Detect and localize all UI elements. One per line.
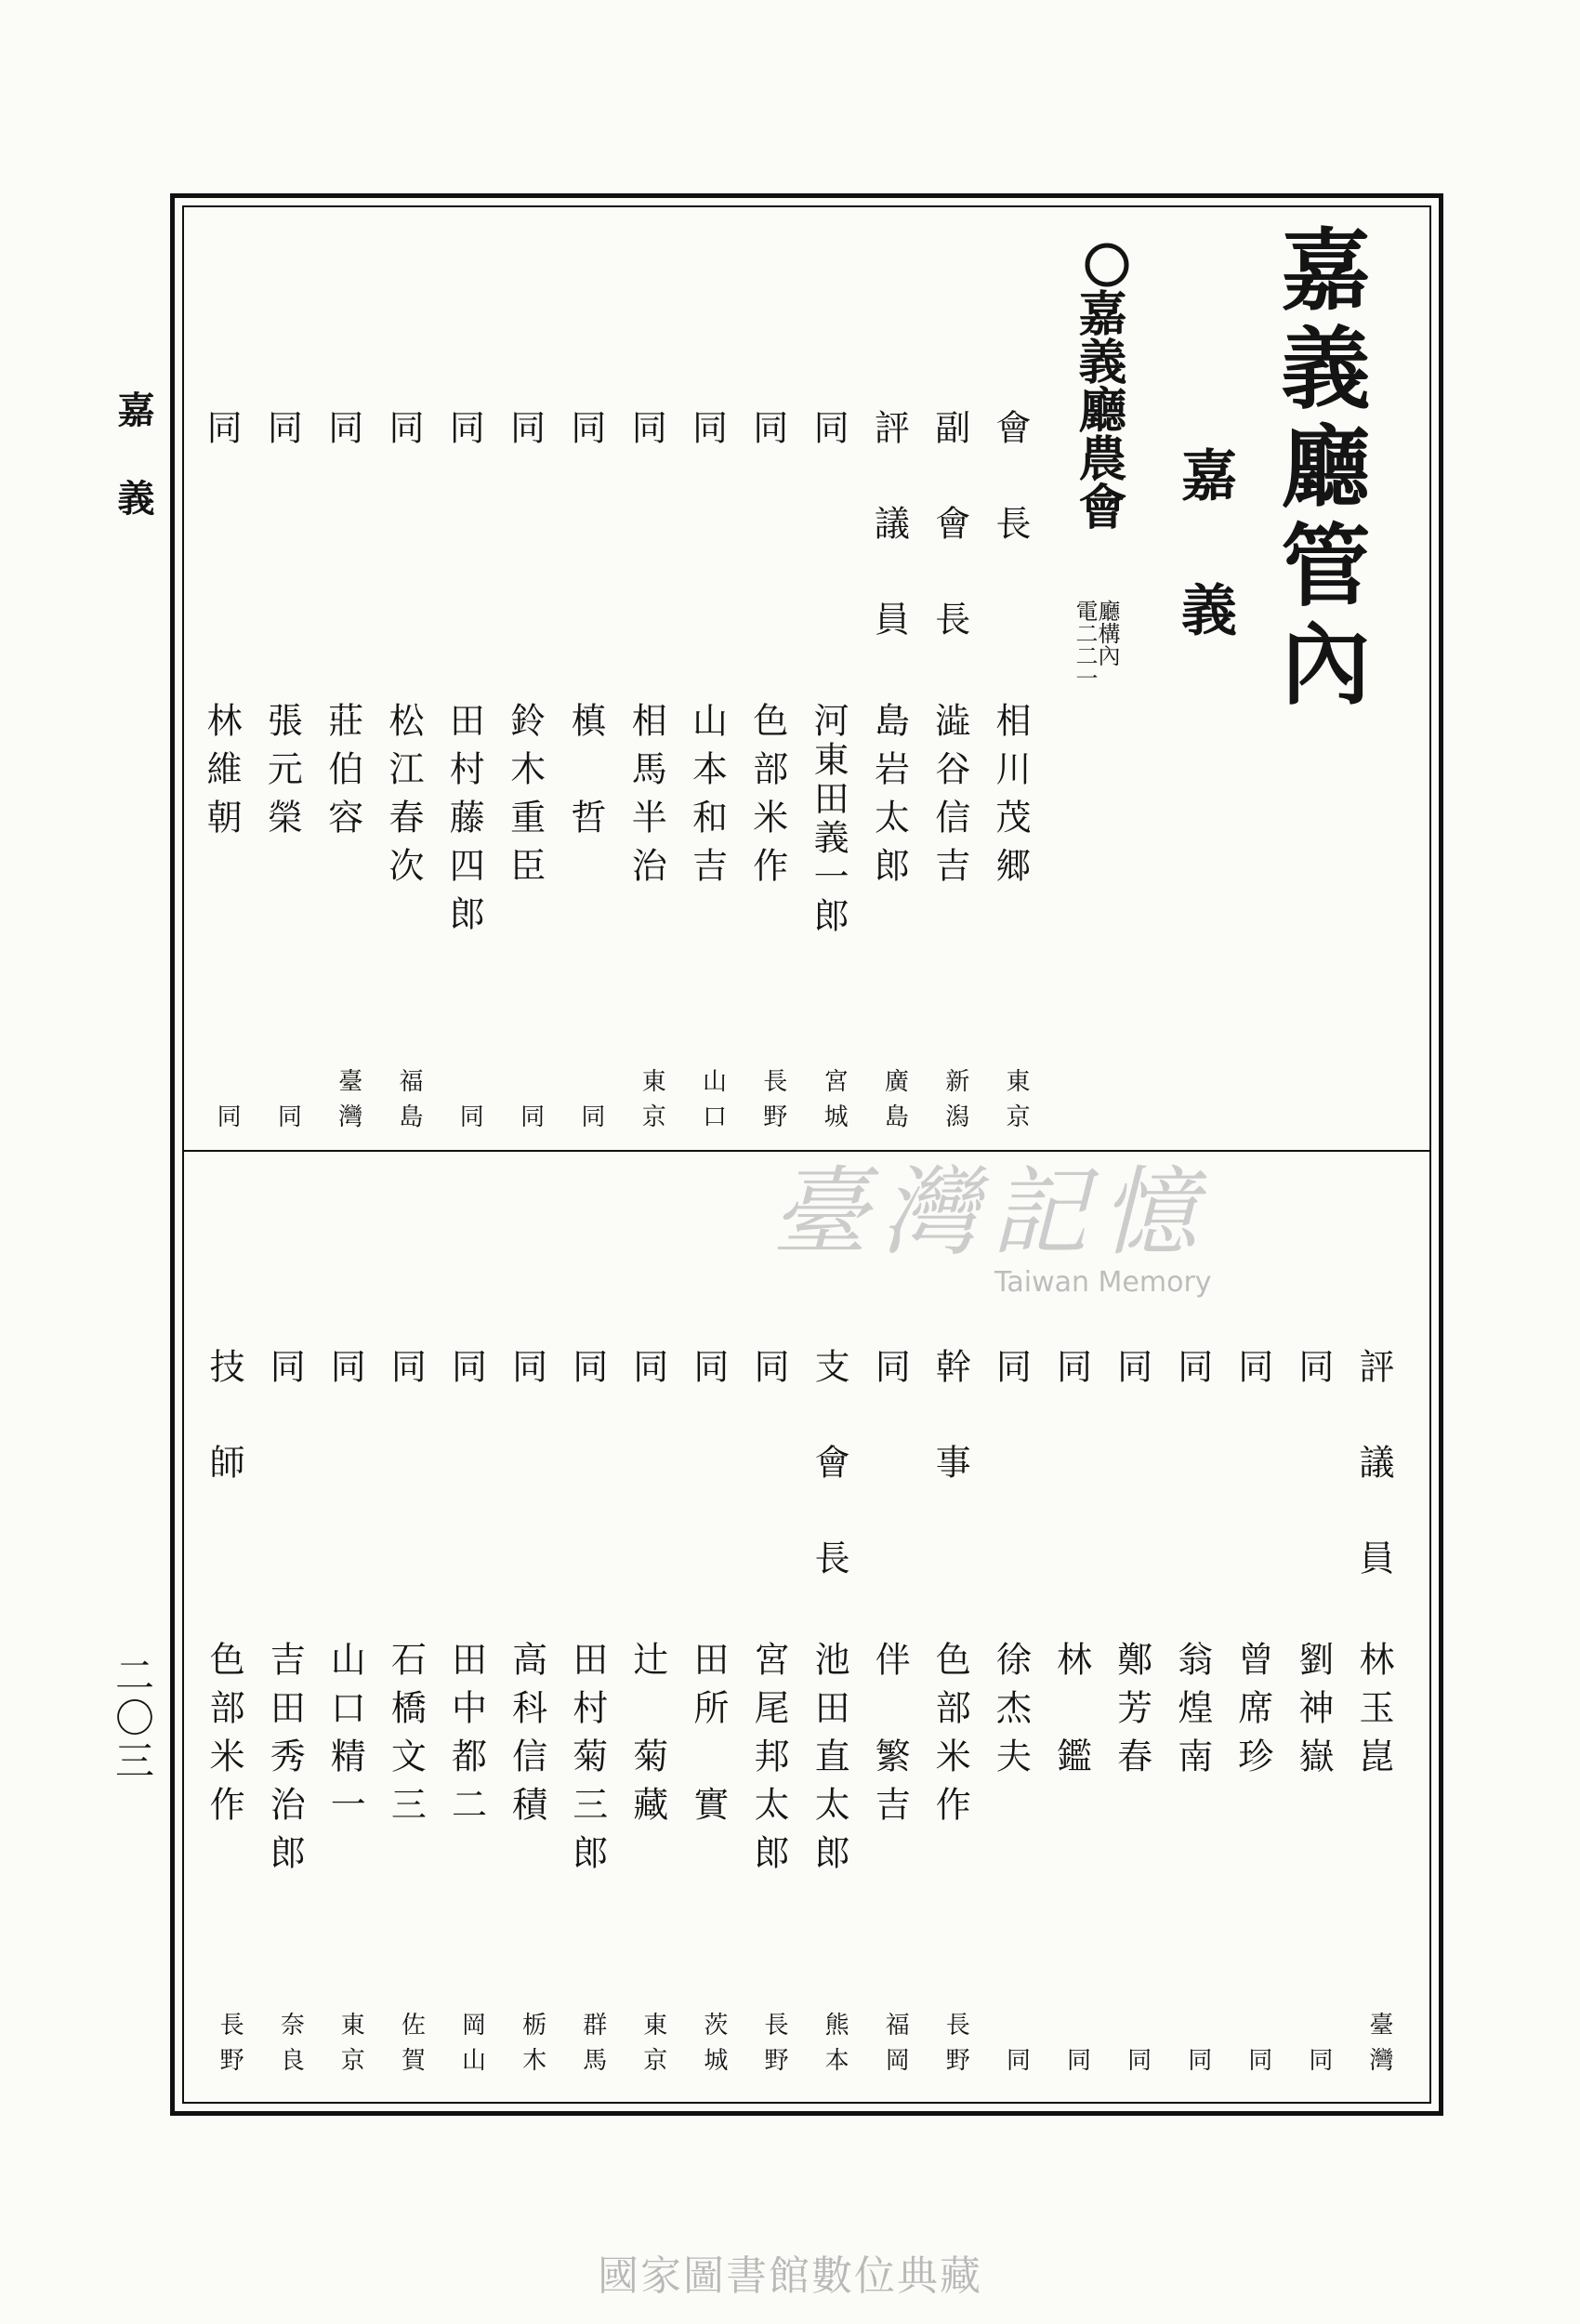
roster-name: 田所 實 — [687, 1641, 729, 1834]
roster-entry — [504, 409, 546, 1139]
roster-entry — [989, 409, 1032, 1139]
roster-title: 同 — [324, 1348, 366, 1444]
roster-title: 同 — [261, 409, 303, 505]
roster-origin: 長野 — [758, 1068, 787, 1139]
roster-entry — [1050, 1348, 1093, 2082]
roster-title: 同 — [1231, 1348, 1273, 1444]
roster-origin: 同 — [1304, 2047, 1333, 2082]
roster-name: 河東田義一郎 — [808, 702, 849, 936]
roster-entry — [1352, 1348, 1395, 2082]
roster-origin: 岡山 — [457, 2012, 486, 2082]
roster-origin: 熊本 — [821, 2012, 849, 2082]
roster-name: 辻 菊藏 — [626, 1641, 668, 1834]
roster-name: 田村藤四郎 — [443, 702, 485, 944]
roster-title: 同 — [383, 409, 424, 505]
roster-origin: 佐賀 — [397, 2012, 426, 2082]
roster-origin: 栃木 — [518, 2012, 546, 2082]
roster-origin: 福岡 — [881, 2012, 910, 2082]
page-title: 嘉義廳管內 — [1267, 223, 1372, 716]
roster-name: 伴 繁吉 — [869, 1641, 911, 1834]
roster-origin: 新潟 — [941, 1068, 969, 1139]
roster-entry — [868, 1348, 911, 2082]
roster-origin: 同 — [1244, 2047, 1272, 2082]
roster-origin: 奈良 — [276, 2012, 305, 2082]
roster-name: 色部米作 — [929, 1641, 971, 1834]
roster-title: 評議員 — [1353, 1348, 1394, 1635]
roster-title: 同 — [322, 409, 363, 505]
roster-name: 吉田秀治郎 — [264, 1641, 306, 1882]
roster-name: 林玉崑 — [1353, 1641, 1394, 1786]
roster-origin: 同 — [1123, 2047, 1152, 2082]
roster-entry — [203, 1348, 245, 2082]
roster-entry — [263, 1348, 306, 2082]
roster-name: 山本和吉 — [686, 702, 728, 895]
roster-title: 同 — [1111, 1348, 1152, 1444]
roster-origin: 臺灣 — [1365, 2012, 1393, 2082]
roster-entry — [445, 1348, 488, 2082]
roster-entry — [384, 1348, 427, 2082]
roster-origin: 茨城 — [699, 2012, 728, 2082]
roster-title: 同 — [746, 409, 788, 505]
roster-entry — [506, 1348, 548, 2082]
roster-title: 同 — [566, 1348, 608, 1444]
roster-origin: 長野 — [941, 2012, 970, 2082]
roster-entry — [808, 1348, 850, 2082]
roster-entry — [687, 1348, 730, 2082]
roster-entry — [322, 409, 364, 1139]
roster-entry — [989, 1348, 1032, 2082]
roster-name: 松江春次 — [383, 702, 424, 895]
roster-title: 同 — [626, 1348, 668, 1444]
roster-origin: 福島 — [395, 1068, 423, 1139]
roster-name: 鄭芳春 — [1111, 1641, 1152, 1786]
roster-name: 相川茂郷 — [990, 702, 1031, 895]
roster-title: 評議員 — [868, 409, 910, 696]
roster-name: 林維朝 — [201, 702, 243, 847]
roster-entry — [382, 409, 425, 1139]
roster-title: 同 — [869, 1348, 911, 1444]
roster-title: 同 — [506, 1348, 547, 1444]
roster-name: 池田直太郎 — [809, 1641, 850, 1882]
roster-entry — [1231, 1348, 1274, 2082]
roster-title: 同 — [385, 1348, 427, 1444]
page-number: 二〇三 — [110, 1655, 155, 1783]
roster-title: 同 — [990, 1348, 1032, 1444]
roster-name: 徐杰夫 — [990, 1641, 1032, 1786]
roster-origin: 同 — [1062, 2047, 1091, 2082]
roster-entry — [442, 409, 485, 1139]
roster-title: 同 — [686, 409, 728, 505]
roster-name: 田中都二 — [445, 1641, 487, 1834]
watermark-logo — [771, 1155, 1273, 1266]
roster-entry — [1292, 1348, 1335, 2082]
roster-title: 會長 — [990, 409, 1031, 601]
roster-name: 色部米作 — [746, 702, 788, 895]
roster-title: 同 — [625, 409, 667, 505]
roster-entry — [566, 1348, 609, 2082]
roster-origin: 宮城 — [820, 1068, 849, 1139]
roster-origin: 同 — [516, 1103, 545, 1139]
roster-title: 同 — [264, 1348, 306, 1444]
roster-title: 同 — [1171, 1348, 1213, 1444]
roster-origin: 山口 — [698, 1068, 727, 1139]
organization-location: 廳構內 — [1094, 600, 1120, 667]
roster-origin: 同 — [273, 1103, 302, 1139]
roster-title: 同 — [504, 409, 546, 505]
organization-phone: 電二二一 — [1072, 600, 1098, 689]
roster-name: 曾席珍 — [1231, 1641, 1273, 1786]
watermark-subtitle: Taiwan Memory — [994, 1266, 1212, 1299]
roster-entry — [1171, 1348, 1214, 2082]
organization-contact — [1073, 600, 1118, 689]
roster-origin: 同 — [1183, 2047, 1212, 2082]
roster-title: 同 — [1292, 1348, 1334, 1444]
roster-title: 同 — [1050, 1348, 1092, 1444]
roster-entry — [323, 1348, 366, 2082]
roster-title: 同 — [445, 1348, 487, 1444]
roster-entry — [746, 409, 789, 1139]
roster-title: 技師 — [204, 1348, 245, 1539]
roster-origin: 長野 — [760, 2012, 788, 2082]
roster-name: 山口精一 — [324, 1641, 366, 1834]
roster-title: 同 — [808, 409, 849, 505]
roster-origin: 東京 — [1002, 1068, 1030, 1139]
roster-title: 支會長 — [809, 1348, 850, 1635]
organization-name: 嘉義廳農會 — [1070, 288, 1126, 530]
section-divider — [184, 1150, 1429, 1152]
roster-name: 宮尾邦太郎 — [748, 1641, 789, 1882]
roster-entry — [867, 409, 910, 1139]
roster-origin: 東京 — [638, 1068, 666, 1139]
margin-running-title: 嘉義 — [112, 390, 155, 567]
roster-entry — [626, 1348, 669, 2082]
roster-title: 同 — [443, 409, 485, 505]
roster-name: 相馬半治 — [625, 702, 667, 895]
roster-name: 鈴木重臣 — [504, 702, 546, 895]
roster-name: 田村菊三郎 — [566, 1641, 608, 1882]
roster-name: 莊伯容 — [322, 702, 363, 847]
roster-title: 副會長 — [928, 409, 970, 696]
roster-entry — [1111, 1348, 1153, 2082]
roster-origin: 臺灣 — [334, 1068, 362, 1139]
roster-name: 林 鑑 — [1050, 1641, 1092, 1786]
roster-origin: 東京 — [639, 2012, 667, 2082]
roster-name: 石橋文三 — [385, 1641, 427, 1834]
roster-entry — [928, 1348, 971, 2082]
roster-origin: 廣島 — [880, 1068, 909, 1139]
roster-title: 幹事 — [929, 1348, 971, 1539]
roster-title: 同 — [687, 1348, 729, 1444]
roster-entry — [686, 409, 729, 1139]
roster-entry — [200, 409, 243, 1139]
roster-entry — [928, 409, 971, 1139]
roster-title: 同 — [564, 409, 606, 505]
roster-origin: 長野 — [216, 2012, 244, 2082]
svg-text:臺灣記憶: 臺灣記憶 — [771, 1155, 1211, 1266]
roster-name: 張元榮 — [261, 702, 303, 847]
roster-origin: 同 — [455, 1103, 484, 1139]
section-subtitle: 嘉義 — [1172, 446, 1237, 716]
roster-origin: 群馬 — [578, 2012, 607, 2082]
roster-origin: 同 — [213, 1103, 242, 1139]
roster-entry — [747, 1348, 790, 2082]
roster-title: 同 — [201, 409, 243, 505]
roster-name: 槙 哲 — [564, 702, 606, 847]
roster-origin: 同 — [576, 1103, 605, 1139]
roster-name: 色部米作 — [204, 1641, 245, 1834]
roster-name: 高科信積 — [506, 1641, 547, 1834]
roster-entry — [625, 409, 667, 1139]
footer-attribution: 國家圖書館數位典藏 — [598, 2252, 982, 2300]
roster-entry — [807, 409, 849, 1139]
roster-name: 島岩太郎 — [868, 702, 910, 895]
roster-name: 翁煌南 — [1171, 1641, 1213, 1786]
roster-origin: 東京 — [336, 2012, 365, 2082]
roster-title: 同 — [748, 1348, 789, 1444]
roster-name: 劉神嶽 — [1292, 1641, 1334, 1786]
roster-name: 澁谷信吉 — [928, 702, 970, 895]
roster-entry — [260, 409, 303, 1139]
roster-origin: 同 — [1002, 2047, 1031, 2082]
circle-bullet-icon — [1081, 239, 1133, 291]
roster-entry — [564, 409, 607, 1139]
